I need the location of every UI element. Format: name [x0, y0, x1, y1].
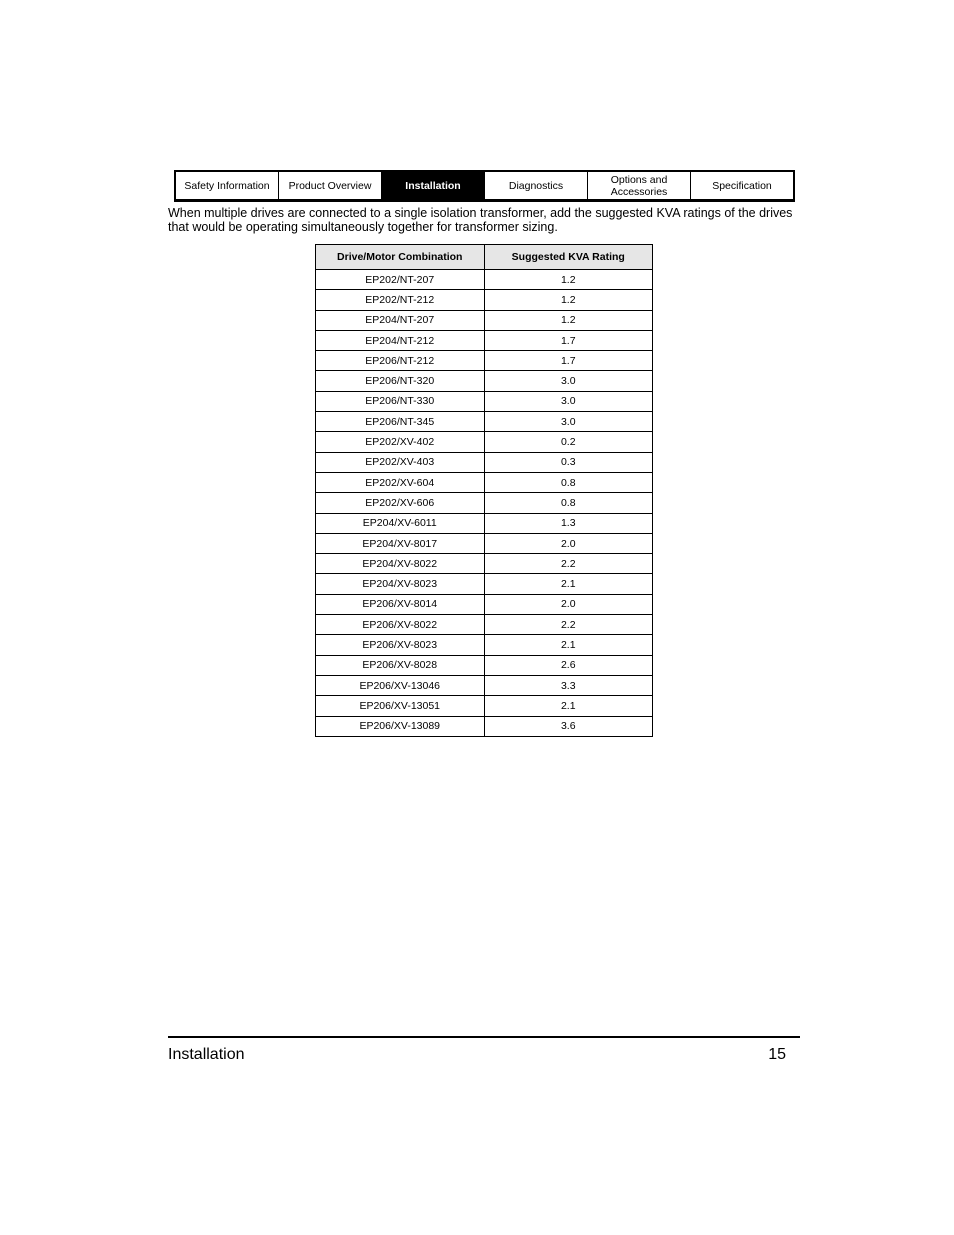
table-row [316, 412, 653, 432]
combination-cell: EP202/XV-604 [316, 472, 485, 492]
table-row [316, 615, 653, 635]
table-row [316, 513, 653, 533]
tab-installation[interactable] [382, 172, 485, 199]
table-row [316, 533, 653, 553]
tab-label: Diagnostics [508, 179, 564, 192]
table-header-row [316, 245, 653, 270]
kva-rating-table [315, 244, 653, 737]
combination-cell: EP206/NT-212 [316, 351, 485, 371]
footer-page-number: 15 [768, 1046, 786, 1063]
section-nav [174, 170, 795, 202]
tab-safety-information[interactable] [176, 172, 279, 199]
kva-cell: 1.7 [484, 351, 653, 371]
table-row [316, 351, 653, 371]
kva-cell: 1.2 [484, 270, 653, 290]
kva-cell: 3.0 [484, 391, 653, 411]
table-row [316, 675, 653, 695]
table-row [316, 310, 653, 330]
combination-cell: EP204/XV-6011 [316, 513, 485, 533]
combination-cell: EP206/XV-13046 [316, 675, 485, 695]
table-row [316, 472, 653, 492]
table-row [316, 655, 653, 675]
kva-cell: 2.1 [484, 574, 653, 594]
kva-cell: 2.2 [484, 615, 653, 635]
combination-cell: EP204/XV-8017 [316, 533, 485, 553]
tab-label: Specification [712, 179, 772, 192]
table-row [316, 432, 653, 452]
table-row [316, 635, 653, 655]
tab-label: Options and Accessories [610, 173, 668, 198]
kva-cell: 2.2 [484, 554, 653, 574]
column-header-kva-rating: Suggested KVA Rating [484, 245, 653, 270]
kva-cell: 2.0 [484, 594, 653, 614]
combination-cell: EP204/NT-212 [316, 330, 485, 350]
kva-cell: 2.6 [484, 655, 653, 675]
combination-cell: EP206/XV-8022 [316, 615, 485, 635]
table-row [316, 696, 653, 716]
table-row [316, 290, 653, 310]
kva-cell: 0.8 [484, 472, 653, 492]
table-row [316, 391, 653, 411]
kva-cell: 3.6 [484, 716, 653, 736]
column-header-combination: Drive/Motor Combination [316, 245, 485, 270]
tab-diagnostics[interactable] [485, 172, 588, 199]
table-row [316, 330, 653, 350]
table-row [316, 270, 653, 290]
table-row [316, 452, 653, 472]
table-row [316, 716, 653, 736]
combination-cell: EP204/XV-8022 [316, 554, 485, 574]
kva-cell: 1.2 [484, 290, 653, 310]
kva-cell: 3.0 [484, 371, 653, 391]
kva-cell: 2.1 [484, 635, 653, 655]
kva-cell: 0.8 [484, 493, 653, 513]
tab-label: Installation [405, 179, 461, 192]
footer-divider [168, 1036, 800, 1038]
combination-cell: EP206/XV-8023 [316, 635, 485, 655]
kva-cell: 2.1 [484, 696, 653, 716]
kva-cell: 1.3 [484, 513, 653, 533]
kva-cell: 3.0 [484, 412, 653, 432]
tab-label: Product Overview [288, 179, 372, 192]
table-row [316, 493, 653, 513]
kva-cell: 1.7 [484, 330, 653, 350]
table-row [316, 594, 653, 614]
kva-cell: 0.2 [484, 432, 653, 452]
table-row [316, 371, 653, 391]
combination-cell: EP206/NT-345 [316, 412, 485, 432]
combination-cell: EP206/XV-8028 [316, 655, 485, 675]
tab-specification[interactable] [691, 172, 793, 199]
combination-cell: EP202/XV-606 [316, 493, 485, 513]
kva-cell: 0.3 [484, 452, 653, 472]
table-row [316, 574, 653, 594]
kva-cell: 2.0 [484, 533, 653, 553]
combination-cell: EP202/XV-402 [316, 432, 485, 452]
combination-cell: EP206/NT-330 [316, 391, 485, 411]
combination-cell: EP206/XV-13051 [316, 696, 485, 716]
tab-product-overview[interactable] [279, 172, 382, 199]
combination-cell: EP204/NT-207 [316, 310, 485, 330]
kva-cell: 3.3 [484, 675, 653, 695]
intro-paragraph: When multiple drives are connected to a single isolation transformer, add the suggested KVA ratings of the drives that would be operating simultaneously together for transformer sizing. [168, 206, 793, 234]
combination-cell: EP206/XV-13089 [316, 716, 485, 736]
combination-cell: EP202/NT-207 [316, 270, 485, 290]
footer-section-title: Installation [168, 1046, 245, 1063]
combination-cell: EP206/XV-8014 [316, 594, 485, 614]
combination-cell: EP206/NT-320 [316, 371, 485, 391]
tab-label: Safety Information [184, 179, 270, 192]
combination-cell: EP202/XV-403 [316, 452, 485, 472]
combination-cell: EP202/NT-212 [316, 290, 485, 310]
table-row [316, 554, 653, 574]
combination-cell: EP204/XV-8023 [316, 574, 485, 594]
kva-cell: 1.2 [484, 310, 653, 330]
tab-options-and-accessories[interactable] [588, 172, 691, 199]
